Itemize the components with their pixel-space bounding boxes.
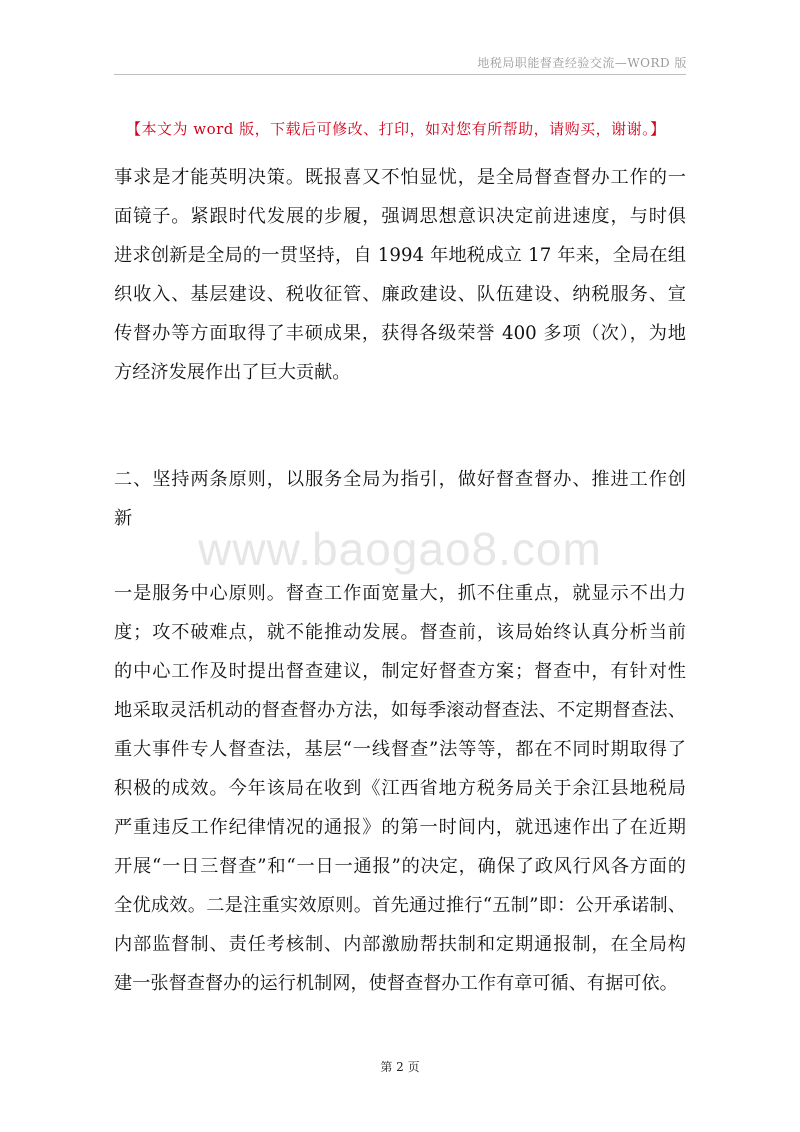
paragraph-1 bbox=[114, 158, 686, 392]
paragraph-line: 建一张督查督办的运行机制网，使督查督办工作有章可循、有据可依。 bbox=[114, 973, 678, 994]
paragraph-line: 进求创新是全局的一贯坚持，自 1994 年地税成立 17 年来，全局在组 bbox=[114, 245, 686, 266]
paragraph-line: 地采取灵活机动的督查督办方法，如每季滚动督查法、不定期督查法、 bbox=[114, 700, 686, 721]
paragraph-line: 事求是才能英明决策。既报喜又不怕显忧，是全局督查督办工作的一 bbox=[114, 167, 686, 188]
paragraph-line: 方经济发展作出了巨大贡献。 bbox=[114, 362, 351, 383]
heading-line: 新 bbox=[114, 508, 133, 529]
page-number: 第 2 页 bbox=[380, 1060, 420, 1074]
paragraph-line: 积极的成效。今年该局在收到《江西省地方税务局关于余江县地税局 bbox=[114, 778, 686, 799]
paragraph-line: 的中心工作及时提出督查建议，制定好督查方案；督查中，有针对性 bbox=[114, 661, 686, 682]
running-header: 地税局职能督查经验交流—WORD 版 bbox=[477, 56, 687, 70]
download-notice: 【本文为 word 版，下载后可修改、打印，如对您有所帮助，请购买，谢谢。】 bbox=[126, 120, 666, 138]
header-divider bbox=[114, 74, 686, 75]
paragraph-2 bbox=[114, 574, 686, 1003]
paragraph-line: 全优成效。二是注重实效原则。首先通过推行“五制”即：公开承诺制、 bbox=[114, 895, 686, 916]
paragraph-line: 度；攻不破难点，就不能推动发展。督查前，该局始终认真分析当前 bbox=[114, 622, 686, 643]
watermark: www.baogao8.com bbox=[198, 523, 602, 575]
paragraph-line: 内部监督制、责任考核制、内部激励帮扶制和定期通报制，在全局构 bbox=[114, 934, 686, 955]
paragraph-line: 开展“一日三督查”和“一日一通报”的决定，确保了政风行风各方面的 bbox=[114, 856, 686, 877]
paragraph-line: 面镜子。紧跟时代发展的步履，强调思想意识决定前进速度，与时俱 bbox=[114, 206, 686, 227]
paragraph-line: 织收入、基层建设、税收征管、廉政建设、队伍建设、纳税服务、宣 bbox=[114, 284, 686, 305]
paragraph-line: 重大事件专人督查法，基层“一线督查”法等等，都在不同时期取得了 bbox=[114, 739, 686, 760]
paragraph-line: 传督办等方面取得了丰硕成果，获得各级荣誉 400 多项（次），为地 bbox=[114, 323, 686, 344]
paragraph-line: 严重违反工作纪律情况的通报》的第一时间内，就迅速作出了在近期 bbox=[114, 817, 686, 838]
paragraph-line: 一是服务中心原则。督查工作面宽量大，抓不住重点，就显示不出力 bbox=[114, 583, 686, 604]
heading-line: 二、坚持两条原则，以服务全局为指引，做好督查督办、推进工作创 bbox=[114, 469, 686, 490]
